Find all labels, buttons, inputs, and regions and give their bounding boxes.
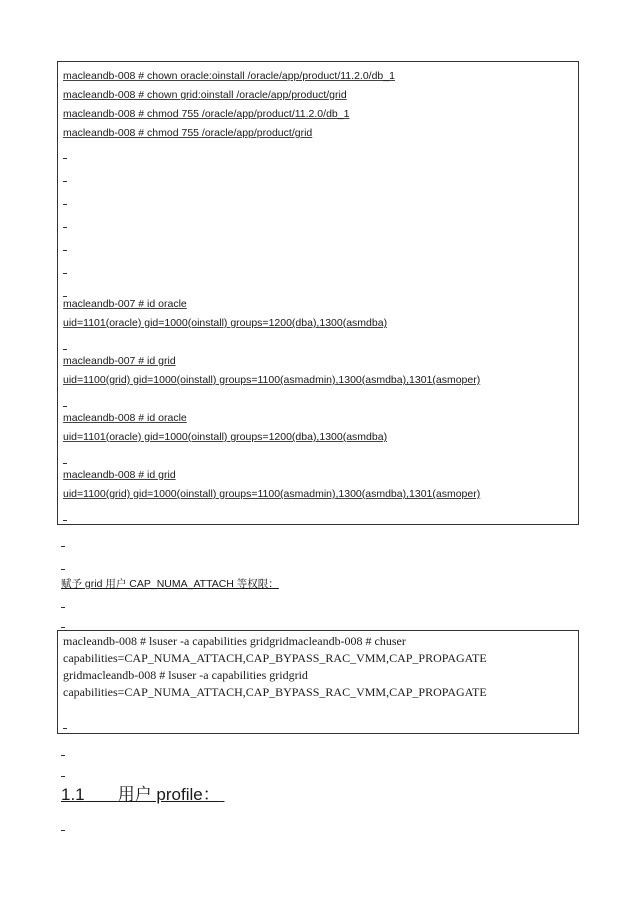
code-block-capabilities [57,630,579,734]
empty-line-marker [63,204,67,205]
code-line: capabilities=CAP_NUMA_ATTACH,CAP_BYPASS_RAC_VMM,CAP_PROPAGATE [63,685,487,699]
empty-line-marker [61,776,65,777]
code-line: capabilities=CAP_NUMA_ATTACH,CAP_BYPASS_RAC_VMM,CAP_PROPAGATE [63,651,487,665]
code-line: gridmacleandb-008 # lsuser -a capabilities gridgrid [63,668,308,682]
code-line: macleandb-008 # id grid [63,469,176,481]
empty-line-marker [63,463,67,464]
empty-line-marker [61,830,65,831]
empty-line-marker [63,227,67,228]
empty-line-marker [61,546,65,547]
code-line: macleandb-008 # lsuser -a capabilities gridgridmacleandb-008 # chuser [63,634,406,648]
code-line: macleandb-007 # id grid [63,355,176,367]
heading-number: 1.1 [61,785,85,804]
empty-line-marker [63,520,67,521]
code-line: macleandb-008 # id oracle [63,412,187,424]
code-line: macleandb-008 # chmod 755 /oracle/app/product/grid [63,127,313,139]
code-line: macleandb-008 # chown oracle:oinstall /oracle/app/product/11.2.0/db_1 [63,70,395,82]
heading-title: 用户 profile： [117,785,220,804]
code-line: uid=1100(grid) gid=1000(oinstall) groups=1100(asmadmin),1300(asmdba),1301(asmoper) [63,488,481,500]
section-heading [61,780,224,805]
code-line: macleandb-008 # chmod 755 /oracle/app/product/11.2.0/db_1 [63,108,350,120]
empty-line-marker [61,607,65,608]
code-line: uid=1100(grid) gid=1000(oinstall) groups=1100(asmadmin),1300(asmdba),1301(asmoper) [63,374,481,386]
empty-line-marker [63,406,67,407]
paragraph-text: 赋予 grid 用户 CAP_NUMA_ATTACH 等权限： [61,578,279,590]
empty-line-marker [63,250,67,251]
code-line: uid=1101(oracle) gid=1000(oinstall) groups=1200(dba),1300(asmdba) [63,317,388,329]
code-line: macleandb-007 # id oracle [63,298,187,310]
code-line: uid=1101(oracle) gid=1000(oinstall) groups=1200(dba),1300(asmdba) [63,431,388,443]
empty-line-marker [61,755,65,756]
empty-line-marker [63,273,67,274]
empty-line-marker [61,627,65,628]
code-block-ownership [57,61,579,525]
empty-line-marker [63,158,67,159]
empty-line-marker [63,349,67,350]
empty-line-marker [61,569,65,570]
empty-line-marker [63,728,67,729]
code-line: macleandb-008 # chown grid:oinstall /oracle/app/product/grid [63,89,347,101]
empty-line-marker [63,181,67,182]
